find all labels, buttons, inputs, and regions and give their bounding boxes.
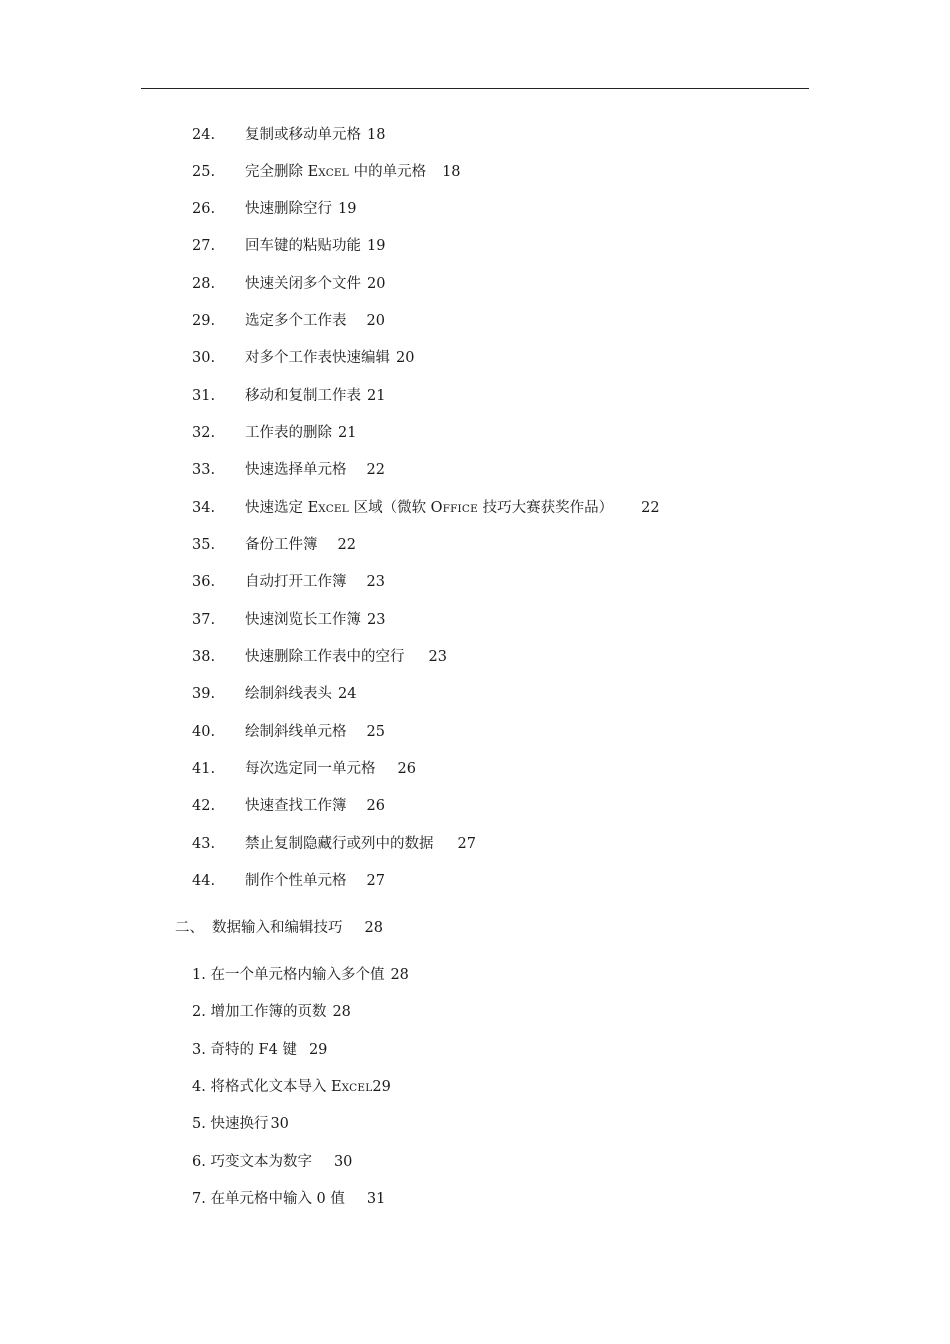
toc-item-number: 40.: [192, 724, 216, 740]
toc-item-number: 35.: [192, 537, 216, 553]
toc-sub-item-page: 29: [308, 1042, 328, 1058]
toc-sub-item-page: 28: [390, 967, 409, 983]
toc-item-page: 26: [366, 798, 385, 814]
header-rule: [141, 88, 809, 89]
toc-item-number: 44.: [192, 873, 216, 889]
toc-item-title: 工作表的删除 21: [245, 425, 357, 441]
toc-item-title: 禁止复制隐藏行或列中的数据 27: [245, 836, 476, 852]
toc-item-title: 快速选择单元格 22: [245, 462, 385, 478]
toc-item-title: 快速删除空行 19: [245, 201, 357, 217]
toc-item-page: 22: [641, 500, 660, 516]
toc-item-page: 21: [338, 425, 357, 441]
toc-item-page: 20: [366, 313, 385, 329]
toc-item-title: 快速选定 EXCEL 区域（微软 OFFICE 技巧大赛获奖作品） 22: [245, 500, 660, 516]
toc-item-page: 23: [428, 649, 447, 665]
toc-item-number: 24.: [192, 127, 216, 143]
toc-sub-item-title: 7. 在单元格中输入 0 值 31: [192, 1191, 386, 1207]
toc-item-number: 43.: [192, 836, 216, 852]
toc-item-title: 选定多个工作表 20: [245, 313, 385, 329]
toc-item-number: 41.: [192, 761, 216, 777]
toc-section-title: 数据输入和编辑技巧 28: [212, 920, 383, 936]
toc-item-page: 27: [457, 836, 476, 852]
toc-sub-item-page: 30: [333, 1154, 353, 1170]
toc-item-page: 20: [396, 350, 415, 366]
toc-item-number: 31.: [192, 388, 216, 404]
toc-item-number: 30.: [192, 350, 216, 366]
toc-item-title: 自动打开工作簿 23: [245, 574, 385, 590]
toc-sub-item-page: 29: [372, 1079, 391, 1095]
toc-sub-item-page: 31: [366, 1191, 386, 1207]
toc-item-number: 37.: [192, 612, 216, 628]
toc-item-title: 快速浏览长工作簿 23: [245, 612, 386, 628]
toc-item-page: 22: [366, 462, 385, 478]
toc-item-number: 32.: [192, 425, 216, 441]
toc-item-number: 33.: [192, 462, 216, 478]
toc-item-number: 29.: [192, 313, 216, 329]
toc-item-title: 移动和复制工作表 21: [245, 388, 386, 404]
toc-item-page: 23: [367, 612, 386, 628]
toc-section-number: 二、: [175, 920, 204, 936]
toc-item-page: 20: [367, 276, 386, 292]
toc-item-title: 快速删除工作表中的空行 23: [245, 649, 447, 665]
toc-item-page: 25: [366, 724, 385, 740]
toc-sub-item-page: 28: [332, 1004, 351, 1020]
toc-item-title: 绘制斜线表头 24: [245, 686, 357, 702]
toc-item-title: 快速关闭多个文件 20: [245, 276, 386, 292]
toc-item-title: 快速查找工作簿 26: [245, 798, 385, 814]
toc-item-number: 42.: [192, 798, 216, 814]
toc-sub-item-title: 2. 增加工作簿的页数 28: [192, 1004, 351, 1020]
toc-item-title: 每次选定同一单元格 26: [245, 761, 416, 777]
toc-sub-item-title: 1. 在一个单元格内输入多个值 28: [192, 967, 409, 983]
toc-item-page: 26: [397, 761, 416, 777]
toc-item-page: 27: [366, 873, 385, 889]
toc-item-page: 18: [367, 127, 386, 143]
toc-sub-item-title: 4. 将格式化文本导入 EXCEL29: [192, 1079, 391, 1095]
toc-sub-item-title: 3. 奇特的 F4 键 29: [192, 1042, 328, 1058]
toc-item-page: 19: [367, 238, 386, 254]
toc-item-number: 38.: [192, 649, 216, 665]
toc-item-page: 22: [337, 537, 356, 553]
toc-item-number: 27.: [192, 238, 216, 254]
toc-item-title: 回车键的粘贴功能 19: [245, 238, 386, 254]
toc-item-title: 复制或移动单元格 18: [245, 127, 386, 143]
toc-section-page: 28: [364, 920, 383, 936]
toc-item-number: 34.: [192, 500, 216, 516]
toc-item-title: 对多个工作表快速编辑 20: [245, 350, 415, 366]
toc-item-number: 36.: [192, 574, 216, 590]
toc-item-number: 28.: [192, 276, 216, 292]
toc-item-title: 备份工件簿 22: [245, 537, 356, 553]
toc-item-page: 18: [442, 164, 461, 180]
toc-item-number: 25.: [192, 164, 216, 180]
toc-sub-item-title: 6. 巧变文本为数字 30: [192, 1154, 353, 1170]
toc-item-page: 19: [338, 201, 357, 217]
toc-item-page: 24: [338, 686, 357, 702]
toc-item-page: 21: [367, 388, 386, 404]
toc-item-title: 制作个性单元格 27: [245, 873, 385, 889]
toc-item-title: 绘制斜线单元格 25: [245, 724, 385, 740]
toc-item-page: 23: [366, 574, 385, 590]
toc-item-title: 完全删除 EXCEL 中的单元格 18: [245, 164, 461, 180]
toc-item-number: 26.: [192, 201, 216, 217]
toc-sub-item-page: 30: [270, 1116, 289, 1132]
toc-sub-item-title: 5. 快速换行 30: [192, 1116, 289, 1132]
toc-item-number: 39.: [192, 686, 216, 702]
